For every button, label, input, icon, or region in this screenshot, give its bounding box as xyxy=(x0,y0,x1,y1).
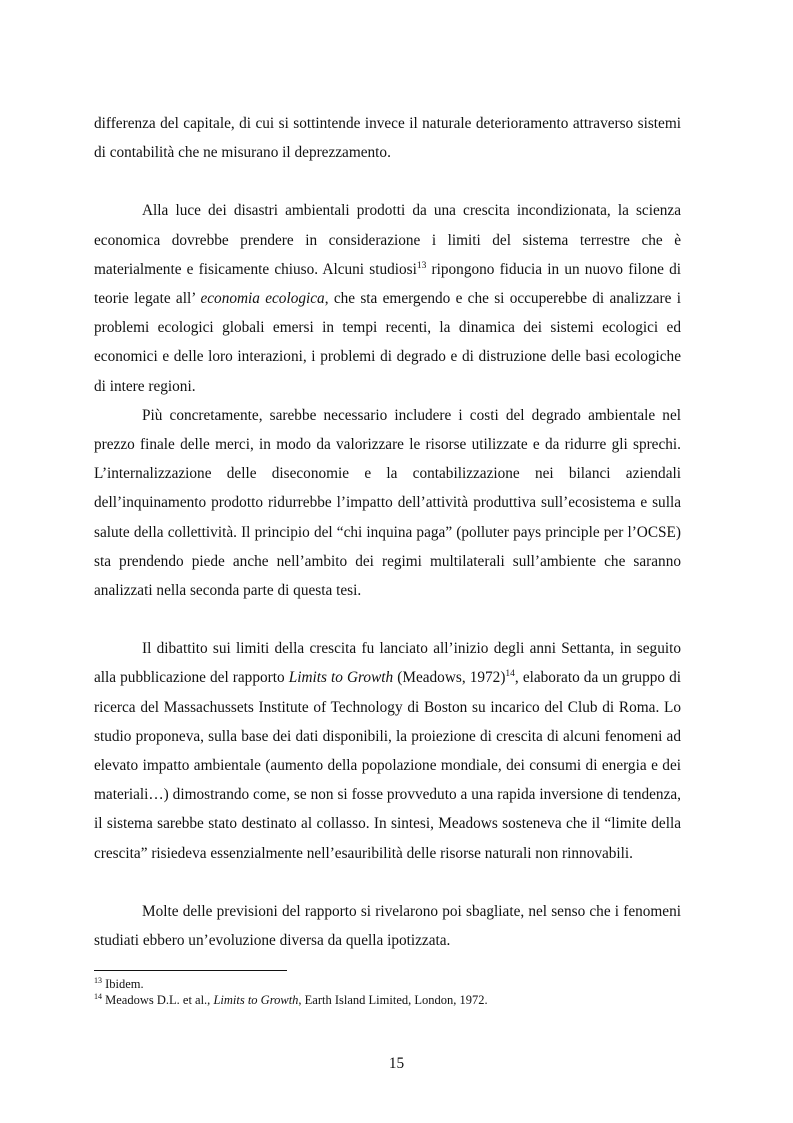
paragraph-5: Molte delle previsioni del rapporto si rivelarono poi sbagliate, nel senso che i fenomeni studiati ebbero un’evoluzione diversa da quella ipotizzata. xyxy=(94,902,681,950)
paragraph-2 xyxy=(94,196,681,400)
paragraph-2-text-c: , che sta emergendo e che si occuperebbe di analizzare i problemi ecologici globali emersi in tempi recenti, la dinamica dei sistemi ecologici ed economici e delle loro interazioni, i problemi di degrado e di distruzione delle basi ecologiche di intere regioni. xyxy=(94,290,681,395)
footnote-ref-14[interactable]: 14 xyxy=(505,669,515,680)
footnote-number: 14 xyxy=(94,992,102,1001)
paragraph-4-emphasis: Limits to Growth xyxy=(288,669,394,687)
paragraph-1: differenza del capitale, di cui si sottintende invece il naturale deterioramento attraverso sistemi di contabilità che ne misurano il deprezzamento. xyxy=(94,115,681,162)
paragraph-4-text-a: Il dibattito sui limiti della crescita fu lanciato all’inizio degli anni Settanta, in seguito alla pubblicazione del rapporto xyxy=(94,640,681,687)
page-number: 15 xyxy=(388,1055,405,1072)
paragraph-4-text-c: , elaborato da un gruppo di ricerca del Massachussets Institute of Technology di Boston su incarico del Club di Roma. Lo studio proponeva, sulla base dei dati disponibili, la proiezione di crescita di alcuni fenomeni ad elevato impatto ambientale (aumento della popolazione mondiale, dei consumi di energia e dei materiali…) dimostrando come, se non si fosse provveduto a una rapida inversione di tendenza, il sistema sarebbe stato destinato al collasso. In sintesi, Meadows sosteneva che il “limite della crescita” risiedeva essenzialmente nell’esauribilità delle risorse naturali non rinnovabili. xyxy=(94,669,681,862)
footnote-number: 13 xyxy=(94,976,102,985)
paragraph-2-text-a: Alla luce dei disastri ambientali prodotti da una crescita incondizionata, la scienza economica dovrebbe prendere in considerazione i limiti del sistema terrestre che è materialmente e fisicamente chiuso. Alcuni studiosi xyxy=(94,202,681,278)
footnote-text-a: Meadows D.L. et al., xyxy=(102,993,214,1007)
footnote-text-b: , Earth Island Limited, London, 1972. xyxy=(298,993,488,1007)
footnote-title: Limits to Growth xyxy=(213,993,299,1007)
footnote-text: Ibidem. xyxy=(102,977,144,991)
paragraph-2-text-b: ripongono fiducia in un nuovo filone di teorie legate all’ xyxy=(94,260,681,308)
paragraph-4-text-b: (Meadows, 1972) xyxy=(393,669,506,687)
footnote-14 xyxy=(94,992,684,1008)
footnote-divider xyxy=(94,970,287,971)
paragraph-4 xyxy=(94,634,681,868)
body-text xyxy=(94,109,681,955)
footnotes xyxy=(94,976,684,1008)
paragraph-2-emphasis: economia ecologica xyxy=(200,290,325,308)
footnote-ref-13[interactable]: 13 xyxy=(416,260,427,271)
footnote-13 xyxy=(94,976,684,992)
paragraph-3: Più concretamente, sarebbe necessario includere i costi del degrado ambientale nel prezzo finale delle merci, in modo da valorizzare le risorse utilizzate e da ridurre gli sprechi. L’internalizzazione delle diseconomie e la contabilizzazione nei bilanci aziendali dell’inquinamento prodotto ridurrebbe l’impatto dell’attività produttiva sull’ecosistema e sulla salute della collettività. Il principio del “chi inquina paga” (polluter pays principle per l’OCSE) sta prendendo piede anche nell’ambito dei regimi multilaterali sull’ambiente che saranno analizzati nella seconda parte di questa tesi. xyxy=(94,406,681,600)
